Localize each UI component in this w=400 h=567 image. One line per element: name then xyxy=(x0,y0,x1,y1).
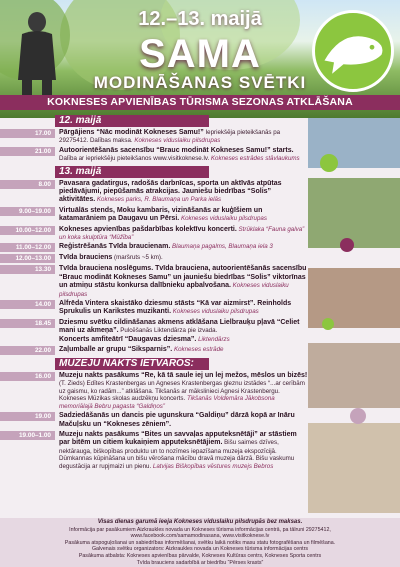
day-heading: MUZEJU NAKTS IETVAROS: xyxy=(55,358,209,370)
footer-info-line: Galvenais svētku organizators: Aizkraukles novada un Kokneses tūrisma informācijas centrs xyxy=(91,546,309,553)
event-time: 10.00–12.00 xyxy=(0,226,55,235)
event-title: Reģistrēšanās Tvīda braucienam. xyxy=(59,243,171,251)
event-time: 17.00 xyxy=(0,129,55,138)
event-location: Kokneses viduslaiku pilsdrupas xyxy=(172,308,259,316)
event-title: Muzeju nakts pasākums “Bites un savvaļas apputeksnētāji” ar stāstiem par bitēm un citiem kukaiņiem apputeksnētājiem. xyxy=(59,430,297,447)
program-list xyxy=(0,112,400,472)
event-title: Pavasara gadatirgus, radošās darbnīcas, sporta un aktīvās atpūtas piedāvājumi, piepūšamās atrakcijas. Jauniešu biedrības “Solis” aktivitātes. xyxy=(59,179,282,204)
season-banner: KOKNESES APVIENĪBAS TŪRISMA SEZONAS ATKLĀŠANA xyxy=(0,95,400,110)
program-row xyxy=(0,300,314,317)
program-row xyxy=(0,412,314,429)
program-row xyxy=(0,129,314,145)
event-time: 18.45 xyxy=(0,319,55,328)
event-location: Strūklaka “Fauna galva” un koka skulptūra “Mūžība” xyxy=(59,225,305,241)
footer-info-line: Pasākuma atbalsta: Kokneses apvienības pārvalde, Kokneses Kultūras centrs, Kokneses Sporta centrs xyxy=(78,552,322,559)
event-title: Tvīda brauciens xyxy=(59,254,113,262)
event-time: 16.00 xyxy=(0,372,55,381)
event-time: 11.00–12.00 xyxy=(0,243,55,252)
event-text: Bišu saimes dzīves, nektārauga, biškopības produktu un to nozīmes iepazīšana muzeja ekspozīcijā. Dūmkannas kūpināšana un bišu vērošana mācību dravā muzeja dārzā. Bišu vaskumu degustācija ar rupjmaizi un pienu. xyxy=(59,439,295,470)
event-title: Alfrēda Vintera skaistāko dziesmu stāsts “Kā var aizmirst”. Reinholds Sprukulis un Karikstes muzikanti. xyxy=(59,300,292,316)
program-row xyxy=(0,180,314,205)
event-text: Dalība ar iepriekšēju pieteikšanos www.visitkoknese.lv. xyxy=(59,155,210,163)
event-time: 19.00–1.00 xyxy=(0,431,55,440)
program-row xyxy=(0,147,314,163)
event-text: (T. Zieds) Edītes Krastenbergas un Agneses Krastenbergas gleznu izstādes “...ar cerībām uz gaismu, ko radām...” atklāšana. Tikšanās ar mākslinieci Agnesi Krastenbergu. Kokneses Mūzikas skolas audzēkņu koncerts. xyxy=(59,380,305,403)
footer-info-line: Pasākuma atspoguļošanai un sabiedrības informēšanai, svētku laikā notiks masu statu fotografēšana un filmēšana. xyxy=(64,539,336,546)
event-title: SAMA xyxy=(139,32,261,76)
event-date: 12.–13. maijā xyxy=(138,8,262,30)
program-row xyxy=(0,226,314,242)
event-time: 8.00 xyxy=(0,180,55,189)
footer-info-line: Tvīda brauciens sadarbībā ar biedrību “Pērses krasts” xyxy=(136,559,264,566)
event-location: Kokneses viduslaiku pilsdrupas xyxy=(59,282,289,298)
event-location: Kokneses viduslaiku pilsdrupas xyxy=(180,215,267,223)
footer-info xyxy=(0,518,400,567)
program-row xyxy=(0,431,314,470)
event-time: 13.30 xyxy=(0,265,55,274)
event-text: Pulcēšanās Liktendārza pie izvada. xyxy=(120,327,218,335)
footer-links: www.facebook.com/samamodinasana, www.visitkoknese.lv xyxy=(130,533,270,540)
day-heading: 13. maijā xyxy=(55,166,209,178)
event-time: 21.00 xyxy=(0,147,55,156)
event-location: Tikšanās Voldemāra Jākobsona memoriālajā Bebru pagasta “Galdiņos” xyxy=(59,395,275,410)
event-title: Kokneses apvienības pašdarbības kolektīvu koncerti. xyxy=(59,225,237,233)
program-row xyxy=(0,243,314,252)
event-title: Pārgājiens “Nāc modināt Kokneses Samu!” xyxy=(59,129,204,136)
event-title: Autoorientēšanās sacensību “Brauc modināt Kokneses Samu!” starts. xyxy=(59,146,294,154)
event-time: 12.00–13.00 xyxy=(0,254,55,263)
event-title: Tvīda brauciena noslēgums. Tvīda brauciena, autoorientēšanās sacensību “Brauc modināt Kokneses Samu” un jauniešu biedrības “Solis” viktorīnas un atmiņu stāstu konkursa dalībnieku apbalvošana. xyxy=(59,265,307,290)
footer-info-line: Informācija par pasākumiem Aizkraukles novada un Kokneses tūrisma informācijas centrā, pa tālruni 29275412, xyxy=(69,526,331,533)
program-row xyxy=(0,346,314,355)
event-title: Koncerts amfiteātrī “Daugavas dziesma”. xyxy=(59,335,197,343)
event-text: Iepriekšēja pieteikšanās pa 29275412. Dalības maksa. xyxy=(59,129,281,145)
event-location: Liktendārzs xyxy=(198,335,230,343)
event-time: 19.00 xyxy=(0,412,55,421)
event-title: Zaļumballe ar grupu “Siksparnis”. xyxy=(59,346,173,353)
event-location: Blaumaņa pagalms, Blaumaņa iela 3 xyxy=(172,243,273,251)
event-subtitle: MODINĀŠANAS SVĒTKI xyxy=(93,73,307,92)
event-title: Dziesmu svētku cildināšanas akmens atklāšana Lielbrauķu pļavā “Celiet mani uz akmeņa”. xyxy=(59,318,300,335)
event-location: Kokneses estrādes stāvlaukums xyxy=(210,155,300,163)
event-title: Sadziedāšanās un dancis pie ugunskura “Galdiņu” dārzā kopā ar Ināru Mačuļsku un “Kokneses zēniem”. xyxy=(59,412,295,428)
event-location: Kokneses viduslaiku pilsdrupas xyxy=(134,137,221,145)
event-title: Virtuālās stends, Moku kambaris, vizināšanās ar kuģīšiem un katamarāniem pa Daugavu un Pērsi. xyxy=(59,206,263,223)
program-row xyxy=(0,372,314,410)
event-text: (maršruts ~5 km). xyxy=(114,254,163,262)
event-time: 14.00 xyxy=(0,300,55,309)
event-location: Kokneses estrāde xyxy=(173,346,224,353)
hero-banner xyxy=(0,0,400,118)
program-row xyxy=(0,319,314,344)
event-title: Muzeju nakts pasākums “Re, kā tā saule iej un lej mežos, mēslos un bizēs! xyxy=(59,372,308,379)
event-location: Kokneses parks, R. Blaumaņa un Parka ielās xyxy=(96,196,222,204)
program-row xyxy=(0,254,314,263)
event-time: 9.00–19.00 xyxy=(0,207,55,216)
program-row xyxy=(0,265,314,298)
program-row xyxy=(0,207,314,224)
event-location: Latvijas Biškopības vēstures muzejs Bebros xyxy=(152,462,274,470)
day-heading: 12. maijā xyxy=(55,115,209,127)
footer-free-entry: Visas dienas garumā ieeja Kokneses viduslaiku pilsdrupās bez maksas. xyxy=(97,519,303,525)
event-time: 22.00 xyxy=(0,346,55,355)
